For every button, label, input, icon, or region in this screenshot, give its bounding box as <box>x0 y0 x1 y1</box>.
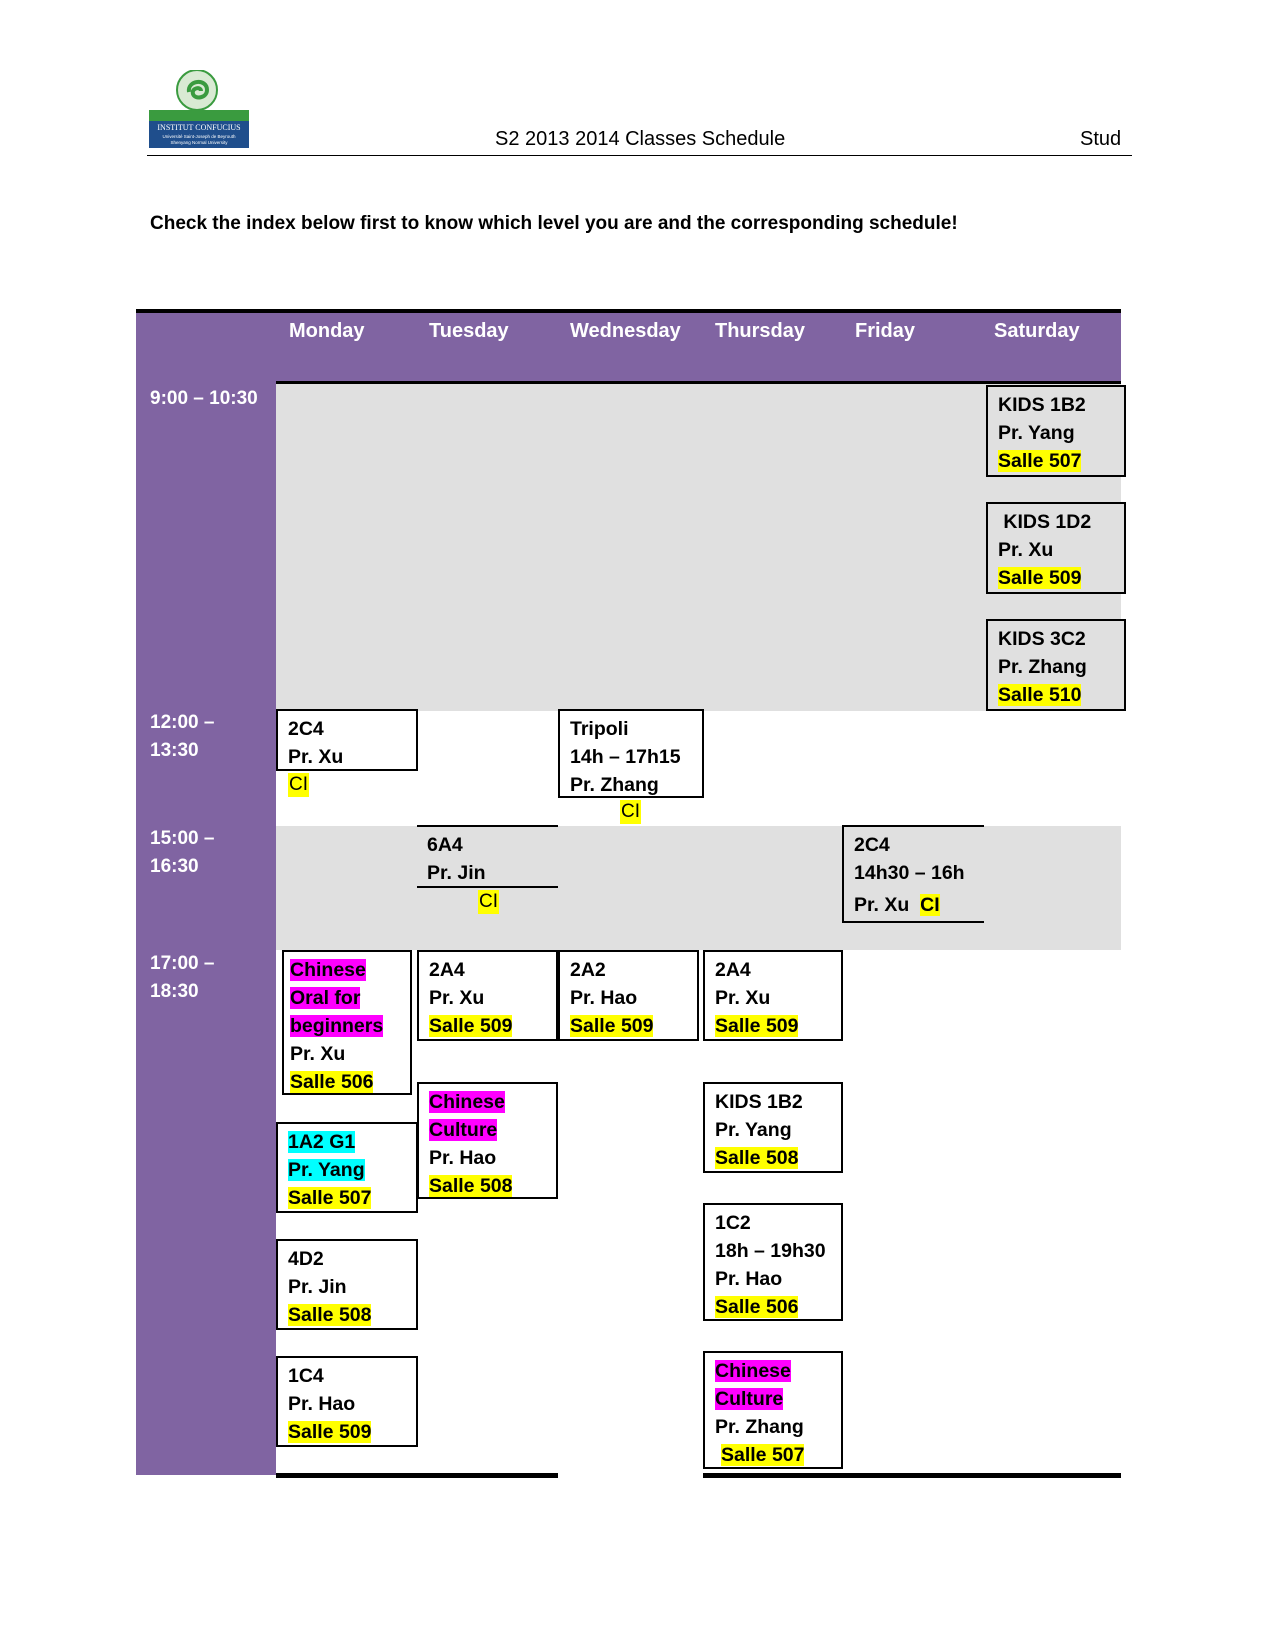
day-friday: Friday <box>855 320 916 342</box>
table-bottom-border-left <box>276 1473 558 1478</box>
class-thursday-2a4: 2A4 Pr. Xu Salle 509 <box>703 950 843 1041</box>
intro-text: Check the index below first to know which level you are and the corresponding schedule! <box>150 213 958 234</box>
day-saturday: Saturday <box>994 320 1080 342</box>
class-monday-2c4: 2C4 Pr. Xu <box>276 709 418 771</box>
header-title: S2 2013 2014 Classes Schedule <box>495 128 786 150</box>
svg-text:Université Saint-Joseph de Bey: Université Saint-Joseph de Beyrouth <box>162 134 236 139</box>
day-monday: Monday <box>289 320 365 342</box>
class-wednesday-2a2: 2A2 Pr. Hao Salle 509 <box>558 950 699 1041</box>
time-slot-17: 17:00 – 18:30 <box>150 953 215 1002</box>
ci-label: CI <box>479 891 498 912</box>
day-thursday: Thursday <box>715 320 806 342</box>
institut-confucius-logo <box>149 70 249 150</box>
table-bottom-border-right <box>703 1473 1121 1478</box>
class-monday-1c4: 1C4 Pr. Hao Salle 509 <box>276 1356 418 1447</box>
class-monday-1a2-g1: 1A2 G1 Pr. Yang Salle 507 <box>276 1122 418 1213</box>
class-friday-2c4: 2C4 14h30 – 16h Pr. Xu CI <box>842 825 984 923</box>
ci-label: CI <box>621 801 640 822</box>
class-thursday-1c2: 1C2 18h – 19h30 Pr. Hao Salle 506 <box>703 1203 843 1321</box>
class-tuesday-2a4: 2A4 Pr. Xu Salle 509 <box>417 950 558 1041</box>
time-column <box>136 383 276 1475</box>
header-right-text: Stud <box>1080 128 1122 150</box>
class-monday-4d2: 4D2 Pr. Jin Salle 508 <box>276 1239 418 1330</box>
class-tuesday-chinese-culture: Chinese Culture Pr. Hao Salle 508 <box>417 1082 558 1199</box>
header-rule <box>147 155 1132 156</box>
day-tuesday: Tuesday <box>429 320 509 342</box>
time-slot-15: 15:00 – 16:30 <box>150 828 215 877</box>
class-saturday-kids-3c2: KIDS 3C2 Pr. Zhang Salle 510 <box>986 619 1126 711</box>
class-saturday-kids-1b2: KIDS 1B2 Pr. Yang Salle 507 <box>986 385 1126 477</box>
svg-text:INSTITUT CONFUCIUS: INSTITUT CONFUCIUS <box>157 123 241 132</box>
time-slot-9: 9:00 – 10:30 <box>150 388 258 409</box>
class-monday-chinese-oral: Chinese Oral for beginners Pr. Xu Salle 506 <box>282 950 412 1095</box>
class-thursday-kids-1b2: KIDS 1B2 Pr. Yang Salle 508 <box>703 1082 843 1173</box>
slot-15-background <box>276 826 1121 950</box>
svg-text:Shenyang Normal University: Shenyang Normal University <box>170 140 228 145</box>
day-wednesday: Wednesday <box>570 320 681 342</box>
class-tuesday-6a4: 6A4 Pr. Jin <box>417 827 558 888</box>
ci-label: CI <box>289 774 308 795</box>
time-slot-12: 12:00 – 13:30 <box>150 712 215 761</box>
class-saturday-kids-1d2: KIDS 1D2 Pr. Xu Salle 509 <box>986 502 1126 594</box>
class-wednesday-tripoli: Tripoli 14h – 17h15 Pr. Zhang <box>558 709 704 798</box>
class-thursday-chinese-culture: Chinese Culture Pr. Zhang Salle 507 <box>703 1351 843 1469</box>
